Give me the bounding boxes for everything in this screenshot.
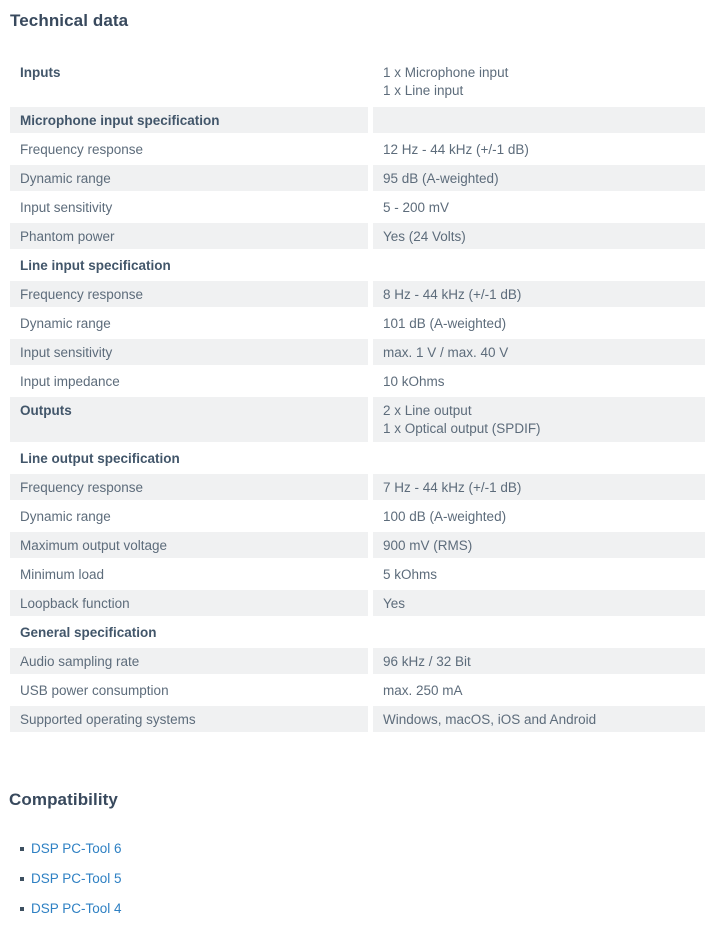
dsp-pc-tool-5-link[interactable]: DSP PC-Tool 5 xyxy=(31,871,122,886)
table-row-mic-spec-header xyxy=(10,107,705,133)
compatibility-list xyxy=(20,840,720,917)
spec-label: Dynamic range xyxy=(20,316,111,331)
spec-value: 12 Hz - 44 kHz (+/-1 dB) xyxy=(383,142,529,157)
table-row xyxy=(10,281,705,307)
spec-label: Loopback function xyxy=(10,590,368,616)
spec-label: Input impedance xyxy=(20,374,120,389)
spec-label: Frequency response xyxy=(20,142,144,157)
dsp-pc-tool-4-link[interactable]: DSP PC-Tool 4 xyxy=(31,901,122,916)
spec-value-line: 1 x Microphone input xyxy=(383,65,509,80)
table-row xyxy=(10,223,705,249)
list-item xyxy=(20,900,720,917)
spec-value: 900 mV (RMS) xyxy=(373,532,705,558)
list-item xyxy=(20,870,720,887)
spec-label: Supported operating systems xyxy=(10,706,368,732)
spec-label: Dynamic range xyxy=(10,165,368,191)
spec-value xyxy=(373,619,705,645)
compatibility-heading: Compatibility xyxy=(9,790,118,809)
list-item xyxy=(20,840,720,857)
table-row-inputs xyxy=(10,59,705,104)
spec-value: 5 - 200 mV xyxy=(383,200,450,215)
table-row xyxy=(10,310,705,336)
table-row xyxy=(10,503,705,529)
spec-label: Maximum output voltage xyxy=(10,532,368,558)
spec-value-line: 2 x Line output xyxy=(383,403,472,418)
spec-value: Yes xyxy=(373,590,705,616)
spec-label: Phantom power xyxy=(10,223,368,249)
table-row-general-header xyxy=(10,619,705,645)
spec-value: 95 dB (A-weighted) xyxy=(373,165,705,191)
spec-label: General specification xyxy=(20,625,157,640)
square-bullet-icon xyxy=(20,877,24,881)
spec-value: Windows, macOS, iOS and Android xyxy=(373,706,705,732)
spec-value: max. 250 mA xyxy=(383,683,463,698)
spec-label: Dynamic range xyxy=(20,509,111,524)
spec-value: 100 dB (A-weighted) xyxy=(383,509,507,524)
spec-value: 101 dB (A-weighted) xyxy=(383,316,507,331)
spec-value: 96 kHz / 32 Bit xyxy=(373,648,705,674)
spec-value: 7 Hz - 44 kHz (+/-1 dB) xyxy=(373,474,705,500)
spec-label: Inputs xyxy=(20,65,61,80)
technical-data-heading: Technical data xyxy=(10,11,129,30)
table-row xyxy=(10,194,705,220)
spec-label: Frequency response xyxy=(10,474,368,500)
spec-value xyxy=(373,252,705,278)
spec-value xyxy=(373,59,705,104)
table-row xyxy=(10,532,705,558)
spec-value xyxy=(373,397,705,442)
table-row xyxy=(10,165,705,191)
table-row xyxy=(10,648,705,674)
spec-value xyxy=(373,445,705,471)
spec-label: Input sensitivity xyxy=(10,339,368,365)
table-row xyxy=(10,368,705,394)
square-bullet-icon xyxy=(20,907,24,911)
square-bullet-icon xyxy=(20,847,24,851)
spec-value-line: 1 x Line input xyxy=(383,83,464,98)
spec-value xyxy=(373,107,705,133)
spec-value: max. 1 V / max. 40 V xyxy=(373,339,705,365)
table-row xyxy=(10,590,705,616)
table-row xyxy=(10,474,705,500)
table-row xyxy=(10,136,705,162)
spec-label: Audio sampling rate xyxy=(10,648,368,674)
spec-label: Outputs xyxy=(10,397,368,442)
table-row-line-input-header xyxy=(10,252,705,278)
spec-label: Frequency response xyxy=(10,281,368,307)
spec-value: 10 kOhms xyxy=(383,374,445,389)
table-row xyxy=(10,339,705,365)
spec-label: Minimum load xyxy=(20,567,105,582)
spec-label: Line input specification xyxy=(20,258,171,273)
table-row xyxy=(10,677,705,703)
technical-data-table xyxy=(10,59,705,732)
dsp-pc-tool-6-link[interactable]: DSP PC-Tool 6 xyxy=(31,841,122,856)
spec-label: Line output specification xyxy=(20,451,180,466)
table-row-outputs xyxy=(10,397,705,442)
table-row xyxy=(10,561,705,587)
spec-label: Input sensitivity xyxy=(20,200,113,215)
spec-label: USB power consumption xyxy=(20,683,169,698)
spec-value: 8 Hz - 44 kHz (+/-1 dB) xyxy=(373,281,705,307)
spec-label: Microphone input specification xyxy=(10,107,368,133)
spec-value: Yes (24 Volts) xyxy=(373,223,705,249)
spec-value-line: 1 x Optical output (SPDIF) xyxy=(383,421,541,436)
spec-value: 5 kOhms xyxy=(383,567,438,582)
table-row xyxy=(10,706,705,732)
table-row-line-output-header xyxy=(10,445,705,471)
